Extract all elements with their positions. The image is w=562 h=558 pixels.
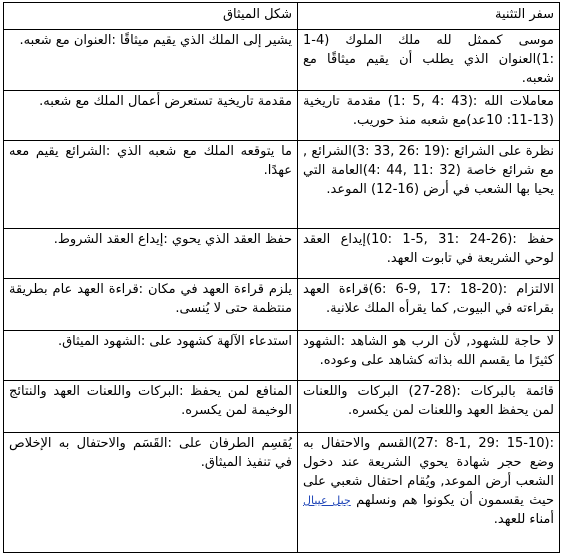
header-deuteronomy: سفر التثنية [298, 3, 560, 30]
cell-deuteronomy [298, 433, 560, 553]
table-header-row [4, 3, 560, 30]
cell-deuteronomy: نظرة على الشرائع :(19 :26 ,33 :3)الشرائع , مع شرائع خاصة (32 :11 ,44 :4)العامة التي يحيا بها الشعب في أرض (16-12) الموعد. [298, 141, 560, 229]
cell-deuteronomy-text: :(15-10 :29 ,8-1 :27)القسم والاحتفال به وضع حجر شهادة يحوي الشريعة عند دخول الشعب أرض الموعد, ويُقام احتفال شعبي على حيث يقسمون أن يكونوا هم ونسلهم [303, 436, 554, 508]
cell-treaty: يشير إلى الملك الذي يقيم ميثاقًا :العنوان مع شعبه. [4, 30, 298, 91]
header-treaty: شكل الميثاق [4, 3, 298, 30]
document-page [3, 2, 559, 553]
cell-treaty: يُقسِم الطرفان على :القَسَم والاحتفال به الإخلاص في تنفيذ الميثاق. [4, 433, 298, 553]
cell-treaty: يلزم قراءة العهد في مكان :قراءة العهد عام بطريقة منتظمة حتى لا يُنسى. [4, 279, 298, 331]
table-row [4, 91, 560, 141]
cell-treaty: حفظ العقد الذي يحوي :إيداع العقد الشروط. [4, 229, 298, 279]
cell-treaty: المنافع لمن يحفظ :البركات واللعنات العهد والنتائج الوخيمة لمن يكسره. [4, 381, 298, 433]
table-row [4, 30, 560, 91]
cell-treaty: مقدمة تاريخية تستعرض أعمال الملك مع شعبه. [4, 91, 298, 141]
cell-treaty: ما يتوقعه الملك مع شعبه الذي :الشرائع يقيم معه عهدًا. [4, 141, 298, 229]
cell-deuteronomy: معاملات الله :(43 :4 ,5 :1) مقدمة تاريخية (13-11: 10عد)مع شعبه منذ حوريب. [298, 91, 560, 141]
covenant-comparison-table [3, 2, 560, 553]
cell-deuteronomy: قائمة بالبركات :(28-27) البركات واللعنات لمن يحفظ العهد واللعنات لمن يكسره. [298, 381, 560, 433]
table-row [4, 229, 560, 279]
table-row [4, 141, 560, 229]
table-row [4, 433, 560, 553]
cell-deuteronomy: الالتزام :(20-18 :17 ,9-6 :6)قراءة العهد بقراءته في البيوت, كما يقرأه الملك علانية. [298, 279, 560, 331]
mount-ebal-link[interactable]: جبل عيبال [303, 494, 351, 507]
table-row [4, 331, 560, 381]
cell-treaty: استدعاء الآلهة كشهود على :الشهود الميثاق. [4, 331, 298, 381]
table-row [4, 381, 560, 433]
cell-deuteronomy: موسى كممثل لله ملك الملوك (4-1 :1)العنوان الذي يطلب أن يقيم ميثاقًا مع شعبه. [298, 30, 560, 91]
cell-deuteronomy: لا حاجة للشهود, لأن الرب هو الشاهد :الشهود كثيرًا ما يقسم الله بذاته كشاهد على وعوده. [298, 331, 560, 381]
table-row [4, 279, 560, 331]
cell-deuteronomy-tail: أمناء للعهد. [493, 512, 554, 527]
cell-deuteronomy: حفظ :(26-24 :31 ,5-1 :10)إيداع العقد لوحي الشريعة في تابوت العهد. [298, 229, 560, 279]
